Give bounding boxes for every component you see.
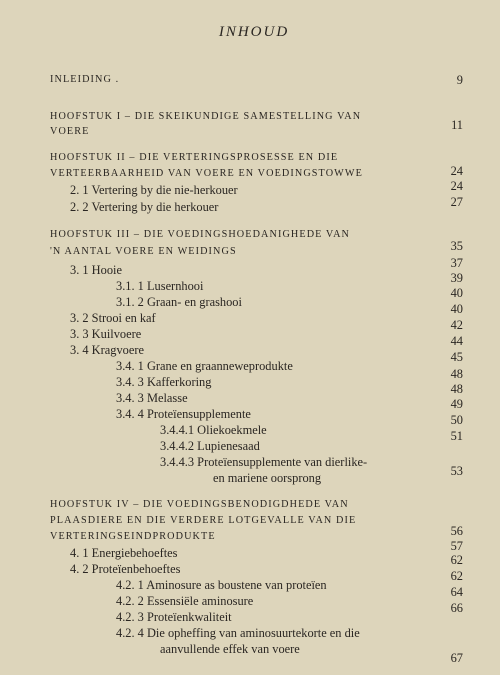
toc-section-3-3 [70, 326, 463, 348]
toc-entry-page: 49 [450, 397, 463, 411]
toc-subsection-3-4-4 [116, 406, 463, 427]
toc-entry-page: 48 [450, 382, 463, 396]
toc-entry-label: HOOFSTUK II – DIE VERTERINGSPROSESSE EN DIE [50, 152, 339, 163]
toc-section-3-2 [70, 310, 463, 332]
toc-entry-label: 4.2. 1 Aminosure as boustene van proteïen [116, 578, 327, 592]
toc-entry-label: 2. 2 Vertering by die herkouer [70, 200, 219, 214]
toc-subsection-4-2-4-line-2 [160, 641, 463, 665]
toc-entry-label: PLAASDIERE EN DIE VERDERE LOTGEVALLE VAN DIE [50, 515, 357, 526]
toc-subsection-4-2-2 [116, 593, 463, 615]
toc-entry-page: 40 [450, 286, 463, 300]
toc-section-3-1 [70, 262, 463, 285]
toc-entry-label: 4.2. 2 Essensiële aminosure [116, 594, 254, 608]
toc-entry-label: 3.1. 2 Graan- en grashooi [116, 295, 242, 309]
toc-subsection-4-2-4-line-1 [116, 625, 463, 641]
toc-entry-label: 3.4.4.2 Lupienesaad [160, 439, 260, 453]
toc-subsection-3-4-4-2 [160, 438, 463, 454]
toc-subsection-3-4-2 [116, 374, 463, 396]
toc-entry-page: 53 [450, 464, 463, 478]
toc-entry-page: 9 [456, 73, 463, 87]
toc-entry-page: 62 [450, 569, 463, 583]
toc-entry-label: HOOFSTUK III – DIE VOEDINGSHOEDANIGHEDE VAN [50, 229, 350, 240]
toc-chapter-1-line-2 [50, 118, 463, 140]
toc-entry-page: 40 [450, 302, 463, 316]
toc-entry-page: 35 [450, 239, 463, 253]
toc-entry-label: 3. 3 Kuilvoere [70, 327, 142, 341]
toc-entry-page: 64 [450, 585, 463, 599]
toc-section-3-4 [70, 342, 463, 364]
toc-entry-label: 4.2. 4 Die opheffing van aminosuurtekorte en die [116, 626, 360, 640]
toc-entry-page: 27 [450, 195, 463, 209]
toc-entry-label: 3.4. 1 Grane en graanneweprodukte [116, 359, 293, 373]
toc-entry-page: 48 [450, 367, 463, 381]
toc-entry-page: 56 [450, 524, 463, 538]
toc-entry-page: 37 [450, 256, 463, 270]
toc-entry-page: 51 [450, 429, 463, 443]
toc-entry-inleiding [50, 72, 463, 88]
toc-subsection-3-1-2 [116, 294, 463, 316]
toc-entry-page: 62 [450, 553, 463, 567]
toc-entry-page: 57 [450, 539, 463, 553]
toc-entry-label: 3.4. 3 Melasse [116, 391, 188, 405]
toc-subsection-4-2-1 [116, 577, 463, 599]
toc-entry-label: HOOFSTUK IV – DIE VOEDINGSBENODIGDHEDE VAN [50, 499, 349, 510]
toc-entry-page: 50 [450, 413, 463, 427]
toc-entry-label: 3. 1 Hooie [70, 263, 122, 277]
toc-chapter-1-line-1 [50, 109, 463, 125]
toc-entry-label: 3.4.4.3 Proteïensupplemente van dierlike- [160, 455, 368, 469]
toc-entry-label: VOERE [50, 126, 90, 137]
toc-entry-label: VERTERINGSEINDPRODUKTE [50, 531, 216, 542]
toc-entry-page: 11 [451, 118, 463, 132]
toc-subsection-3-1-1 [116, 278, 463, 300]
toc-subsection-4-2-3 [116, 609, 463, 625]
toc-entry-label: 4.2. 3 Proteïenkwaliteit [116, 610, 232, 624]
toc-entry-label: VERTEERBAARHEID VAN VOERE EN VOEDINGSTOWWE [50, 168, 363, 179]
toc-entry-page: 24 [450, 164, 463, 178]
toc-entry-page: 42 [450, 318, 463, 332]
toc-subsection-3-4-4-3-line-1 [160, 454, 463, 470]
toc-entry-page: 67 [450, 651, 463, 665]
toc-entry-label: 3.4.4.1 Oliekoekmele [160, 423, 267, 437]
toc-subsection-3-4-3 [116, 390, 463, 411]
toc-entry-page: 66 [450, 601, 463, 615]
toc-chapter-4-line-1 [50, 497, 463, 513]
toc-entry-label: HOOFSTUK I – DIE SKEIKUNDIGE SAMESTELLING VAN [50, 111, 362, 122]
toc-subsection-3-4-4-1 [160, 422, 463, 443]
toc-entry-label: 'N AANTAL VOERE EN WEIDINGS [50, 246, 237, 257]
toc-entry-label: 3.1. 1 Lusernhooi [116, 279, 204, 293]
toc-entry-label: 3.4. 3 Kafferkoring [116, 375, 212, 389]
toc-entry-page: 39 [450, 271, 463, 285]
toc-entry-page: 45 [450, 350, 463, 364]
toc-entry-label: 3.4. 4 Proteïensupplemente [116, 407, 251, 421]
toc-subsection-3-4-1 [116, 358, 463, 381]
toc-section-4-1 [70, 545, 463, 567]
toc-entry-label: 4. 2 Proteïenbehoeftes [70, 562, 181, 576]
toc-entry-label: 3. 2 Strooi en kaf [70, 311, 156, 325]
toc-entry-page: 44 [450, 334, 463, 348]
toc-entry-label: aanvullende effek van voere [160, 642, 300, 656]
toc-entry-page: 24 [450, 179, 463, 193]
toc-entry-label: 3. 4 Kragvoere [70, 343, 144, 357]
toc-entry-label: en mariene oorsprong [213, 471, 322, 485]
toc-section-4-2 [70, 561, 463, 583]
toc-entry-label: INLEIDING . [50, 74, 120, 85]
toc-entry-label: 2. 1 Vertering by die nie-herkouer [70, 183, 238, 197]
toc-section-2-2 [70, 199, 463, 215]
toc-entry-label: 4. 1 Energiebehoeftes [70, 546, 178, 560]
page-title: INHOUD [218, 24, 290, 40]
toc-subsection-3-4-4-3-line-2 [213, 464, 463, 486]
